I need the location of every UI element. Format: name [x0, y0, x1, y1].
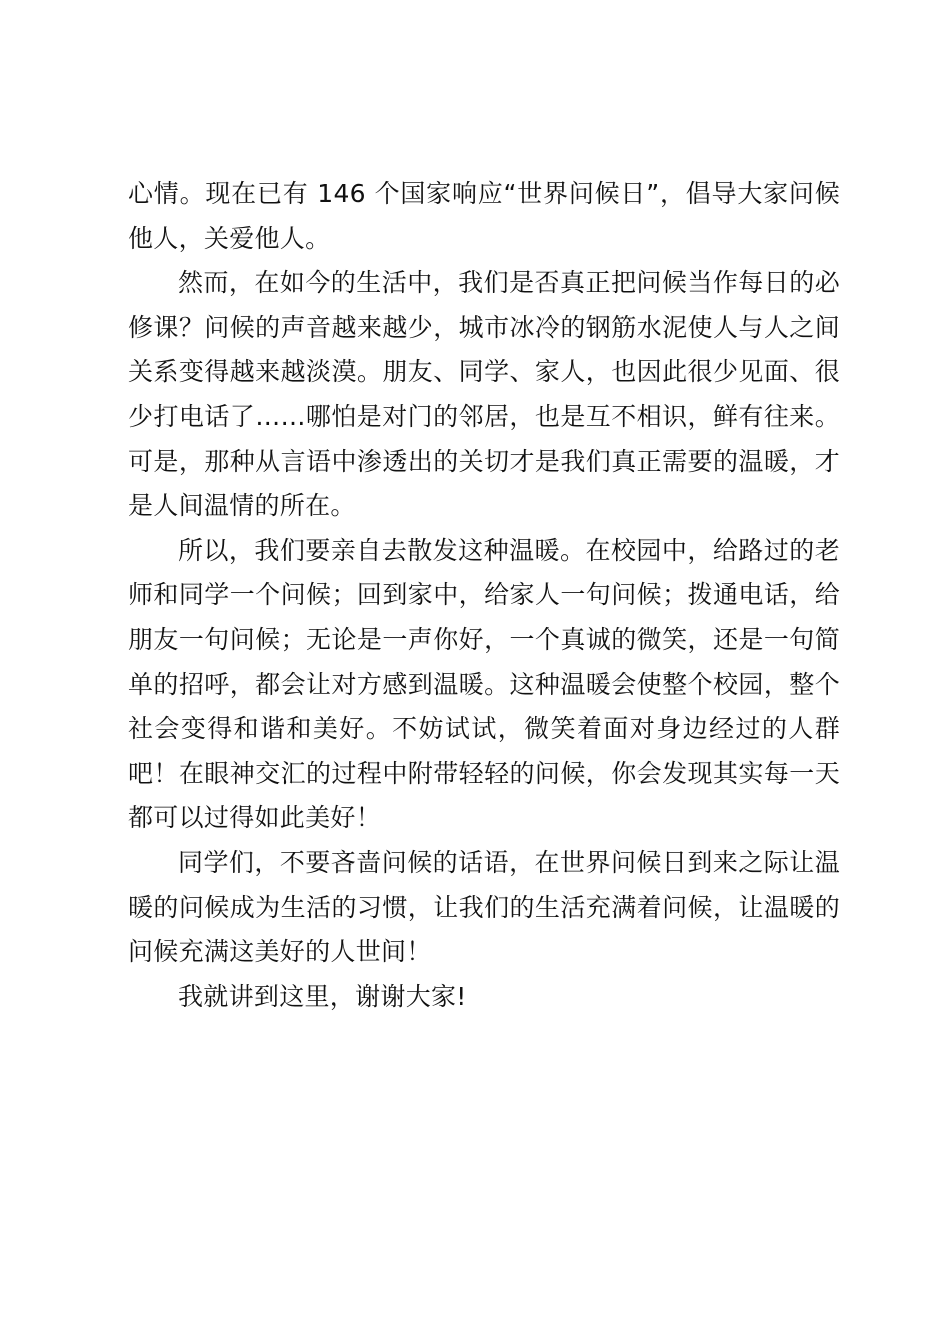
- document-body: [128, 172, 840, 1019]
- paragraph-5: 我就讲到这里，谢谢大家!: [178, 981, 467, 1011]
- paragraph-1: 心情。现在已有 146 个国家响应“世界问候日”，倡导大家问候他人，关爱他人。: [128, 179, 840, 253]
- paragraph-4: 同学们，不要吝啬问候的话语，在世界问候日到来之际让温暖的问候成为生活的习惯，让我们的生活充满着问候，让温暖的问候充满这美好的人世间！: [128, 847, 840, 967]
- paragraph-2: 然而，在如今的生活中，我们是否真正把问候当作每日的必修课？问候的声音越来越少，城市冰冷的钢筋水泥使人与人之间关系变得越来越淡漠。朋友、同学、家人，也因此很少见面、很少打电话了……哪怕是对门的邻居，也是互不相识，鲜有往来。可是，那种从言语中渗透出的关切才是我们真正需要的温暖，才是人间温情的所在。: [128, 268, 840, 521]
- paragraph-3: 所以，我们要亲自去散发这种温暖。在校园中，给路过的老师和同学一个问候；回到家中，给家人一句问候；拨通电话，给朋友一句问候；无论是一声你好，一个真诚的微笑，还是一句简单的招呼，都会让对方感到温暖。这种温暖会使整个校园，整个社会变得和谐和美好。不妨试试，微笑着面对身边经过的人群吧！在眼神交汇的过程中附带轻轻的问候，你会发现其实每一天都可以过得如此美好！: [128, 535, 840, 833]
